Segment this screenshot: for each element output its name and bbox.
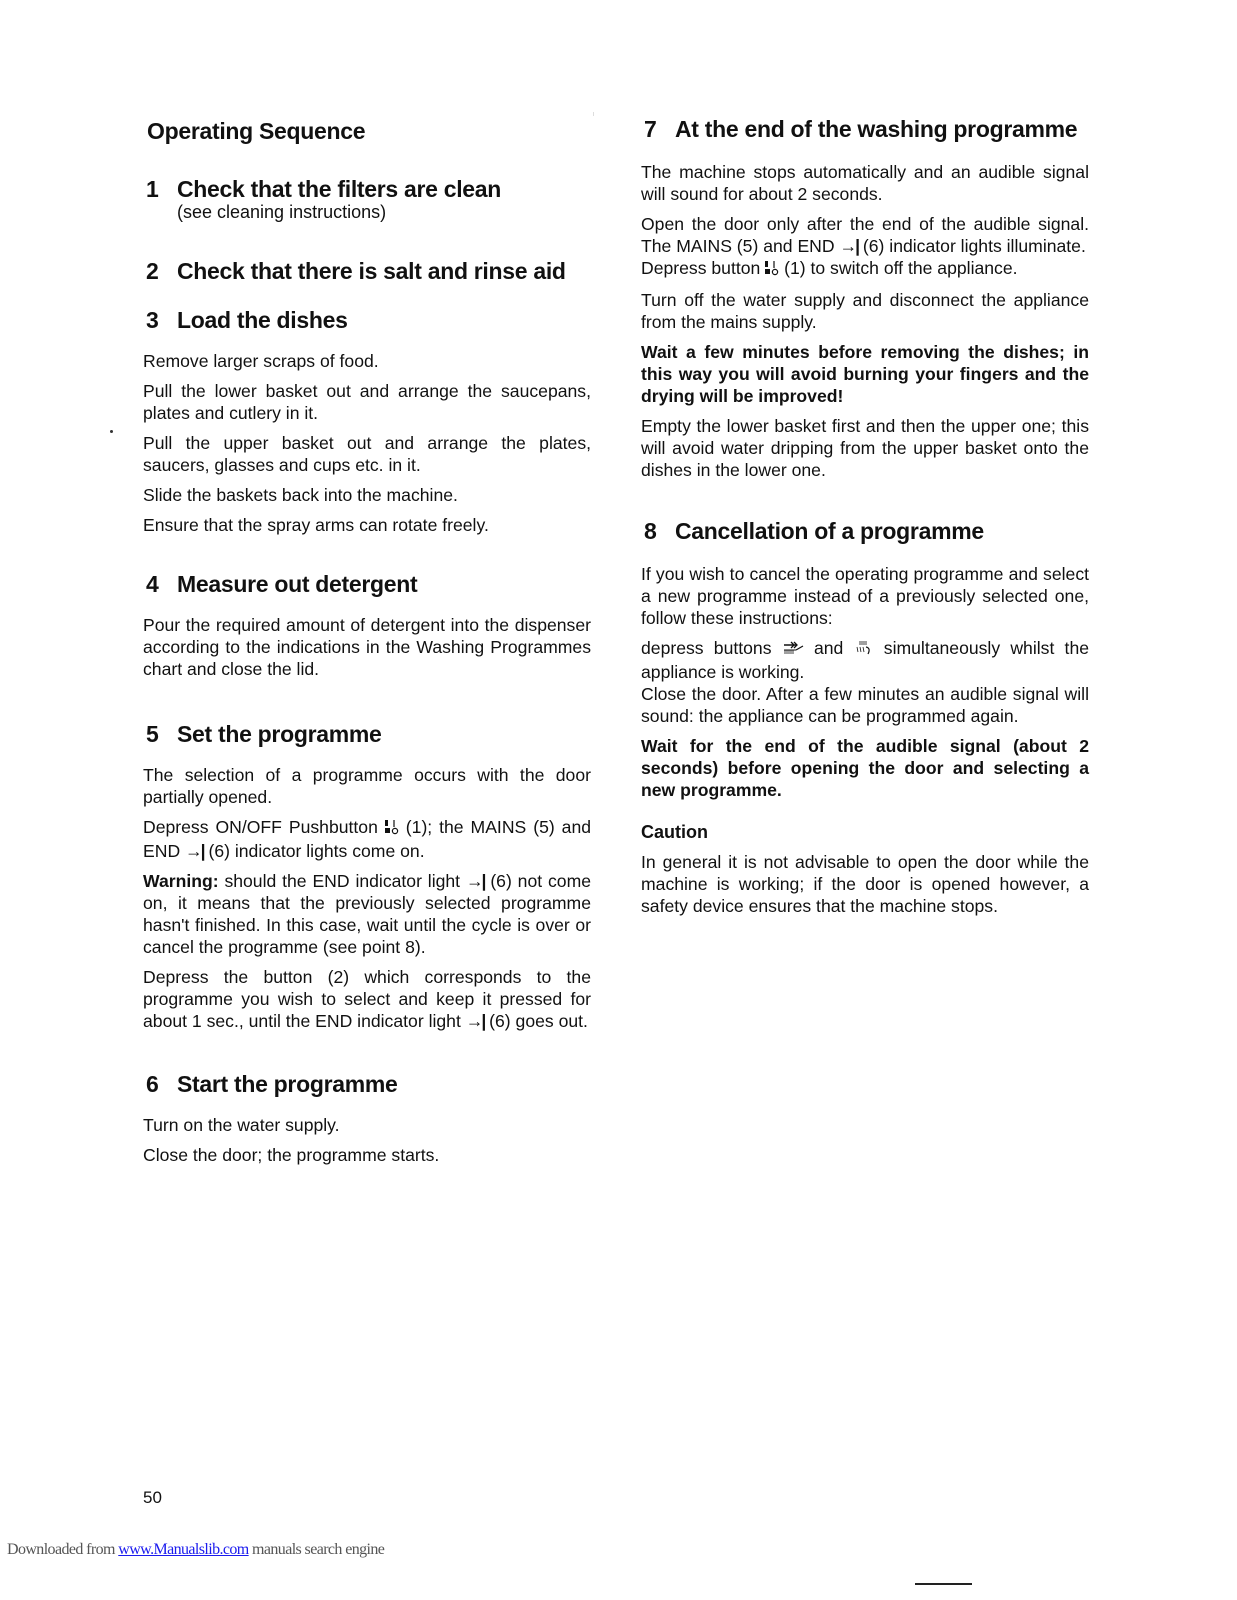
paragraph: The machine stops automatically and an audible signal will sound for about 2 seconds. bbox=[641, 162, 1089, 204]
paragraph: Close the door; the programme starts. bbox=[143, 1145, 440, 1165]
paragraph: Empty the lower basket first and then the upper one; this will avoid water dripping from the upper basket onto the dishes in the lower one. bbox=[641, 416, 1089, 480]
text: (6) indicator lights illuminate. bbox=[862, 236, 1086, 256]
text: Depress button bbox=[641, 258, 761, 278]
footer-suffix: manuals search engine bbox=[248, 1541, 385, 1558]
section-4 bbox=[143, 570, 591, 680]
section-7-heading bbox=[641, 115, 1089, 143]
page-title: Operating Sequence bbox=[147, 118, 366, 144]
section-2 bbox=[143, 257, 591, 285]
text: depress buttons bbox=[641, 638, 772, 658]
on-off-pushbutton-icon bbox=[385, 818, 399, 840]
paragraph: Close the door. After a few minutes an audible signal will sound: the appliance can be programmed again. bbox=[641, 684, 1089, 726]
end-arrow-icon: →| bbox=[465, 871, 485, 891]
section-title: At the end of the washing programme bbox=[675, 116, 1078, 142]
paragraph bbox=[143, 966, 591, 1032]
section-number: 5 bbox=[146, 721, 159, 747]
paragraph: Pull the upper basket out and arrange the plates, saucers, glasses and cups etc. in it. bbox=[143, 433, 591, 475]
section-5-heading bbox=[143, 720, 591, 748]
stray-dot bbox=[110, 430, 113, 433]
right-column bbox=[641, 115, 1089, 925]
text: (6) indicator lights come on. bbox=[208, 841, 425, 861]
paragraph: Slide the baskets back into the machine. bbox=[143, 485, 458, 505]
caution-paragraph: In general it is not advisable to open the door while the machine is working; if the door is opened however, a safety device ensures that the machine stops. bbox=[641, 852, 1089, 916]
caution-heading: Caution bbox=[641, 822, 708, 842]
section-6 bbox=[143, 1070, 591, 1166]
section-number: 3 bbox=[146, 307, 159, 333]
section-8 bbox=[641, 517, 1089, 917]
section-1 bbox=[143, 175, 591, 223]
end-arrow-icon: →| bbox=[185, 841, 204, 861]
text: simultaneously whilst the appliance is working. bbox=[641, 638, 1090, 682]
paragraph bbox=[641, 213, 1089, 257]
text: (6) not come on, it means that the previously selected programme hasn't finished. In this case, wait until the cycle is over or cancel the programme (see point 8). bbox=[143, 871, 592, 957]
paragraph: Pour the required amount of detergent into the dispenser according to the indications in the Washing Programmes chart and close the lid. bbox=[143, 615, 591, 679]
text: (1) to switch off the appliance. bbox=[784, 258, 1018, 278]
download-footer bbox=[7, 1541, 384, 1559]
section-1-heading bbox=[143, 175, 591, 203]
section-2-heading bbox=[143, 257, 591, 285]
page-number: 50 bbox=[143, 1488, 162, 1507]
text: (1); the MAINS (5) and END bbox=[143, 817, 592, 861]
paragraph bbox=[641, 257, 1089, 281]
section-number: 8 bbox=[644, 518, 657, 544]
section-number: 1 bbox=[146, 176, 159, 202]
section-8-heading bbox=[641, 517, 1089, 545]
left-column bbox=[143, 118, 591, 1174]
text: and bbox=[813, 638, 844, 658]
section-4-heading bbox=[143, 570, 591, 598]
bold-notice: Wait a few minutes before removing the dishes; in this way you will avoid burning your fingers and the drying will be improved! bbox=[641, 342, 1089, 406]
paragraph: Pull the lower basket out and arrange the saucepans, plates and cutlery in it. bbox=[143, 381, 591, 423]
text: Open the door only after the end of the audible signal. The MAINS (5) and END bbox=[641, 214, 1089, 256]
footer-prefix: Downloaded from bbox=[7, 1541, 119, 1558]
end-arrow-icon: →| bbox=[839, 236, 859, 256]
section-title: Check that there is salt and rinse aid bbox=[177, 258, 566, 284]
prewash-program-icon bbox=[782, 639, 804, 661]
section-title: Cancellation of a programme bbox=[675, 518, 984, 544]
top-rule-mark bbox=[593, 112, 594, 116]
rinse-hold-program-icon bbox=[854, 639, 874, 661]
paragraph: Turn on the water supply. bbox=[143, 1115, 340, 1135]
section-3 bbox=[143, 306, 591, 536]
text: Depress ON/OFF Pushbutton bbox=[143, 817, 378, 837]
paragraph: Remove larger scraps of food. bbox=[143, 351, 379, 371]
manualslib-link[interactable]: www.Manualslib.com bbox=[118, 1541, 249, 1558]
warning-paragraph bbox=[143, 870, 591, 958]
paragraph bbox=[143, 816, 591, 862]
text: (6) goes out. bbox=[489, 1011, 588, 1031]
end-arrow-icon: →| bbox=[465, 1011, 485, 1031]
section-number: 7 bbox=[644, 116, 657, 142]
section-6-heading bbox=[143, 1070, 591, 1098]
paragraph: Turn off the water supply and disconnect the appliance from the mains supply. bbox=[641, 290, 1089, 332]
warning-label: Warning: bbox=[143, 871, 219, 891]
section-3-heading bbox=[143, 306, 591, 334]
section-title: Check that the filters are clean bbox=[177, 176, 502, 202]
section-title: Start the programme bbox=[177, 1071, 398, 1097]
section-1-subtitle: (see cleaning instructions) bbox=[177, 202, 387, 222]
paragraph: If you wish to cancel the operating programme and select a new programme instead of a previously selected one, follow these instructions: bbox=[641, 564, 1089, 628]
section-7 bbox=[641, 115, 1089, 481]
paragraph bbox=[641, 637, 1089, 683]
section-number: 6 bbox=[146, 1071, 159, 1097]
text: Depress the button (2) which corresponds to the programme you wish to select and keep it pressed for about 1 sec., until the END indicator light bbox=[143, 967, 591, 1031]
section-title: Load the dishes bbox=[177, 307, 348, 333]
paragraph: Ensure that the spray arms can rotate freely. bbox=[143, 515, 489, 535]
paragraph: The selection of a programme occurs with the door partially opened. bbox=[143, 765, 591, 807]
section-5 bbox=[143, 720, 591, 1032]
section-number: 4 bbox=[146, 571, 159, 597]
section-number: 2 bbox=[146, 258, 159, 284]
footer-rule bbox=[915, 1583, 972, 1585]
on-off-pushbutton-icon bbox=[765, 259, 779, 281]
text: should the END indicator light bbox=[224, 871, 461, 891]
section-title: Measure out detergent bbox=[177, 571, 418, 597]
bold-notice: Wait for the end of the audible signal (about 2 seconds) before opening the door and selecting a new programme. bbox=[641, 736, 1089, 800]
section-title: Set the programme bbox=[177, 721, 382, 747]
